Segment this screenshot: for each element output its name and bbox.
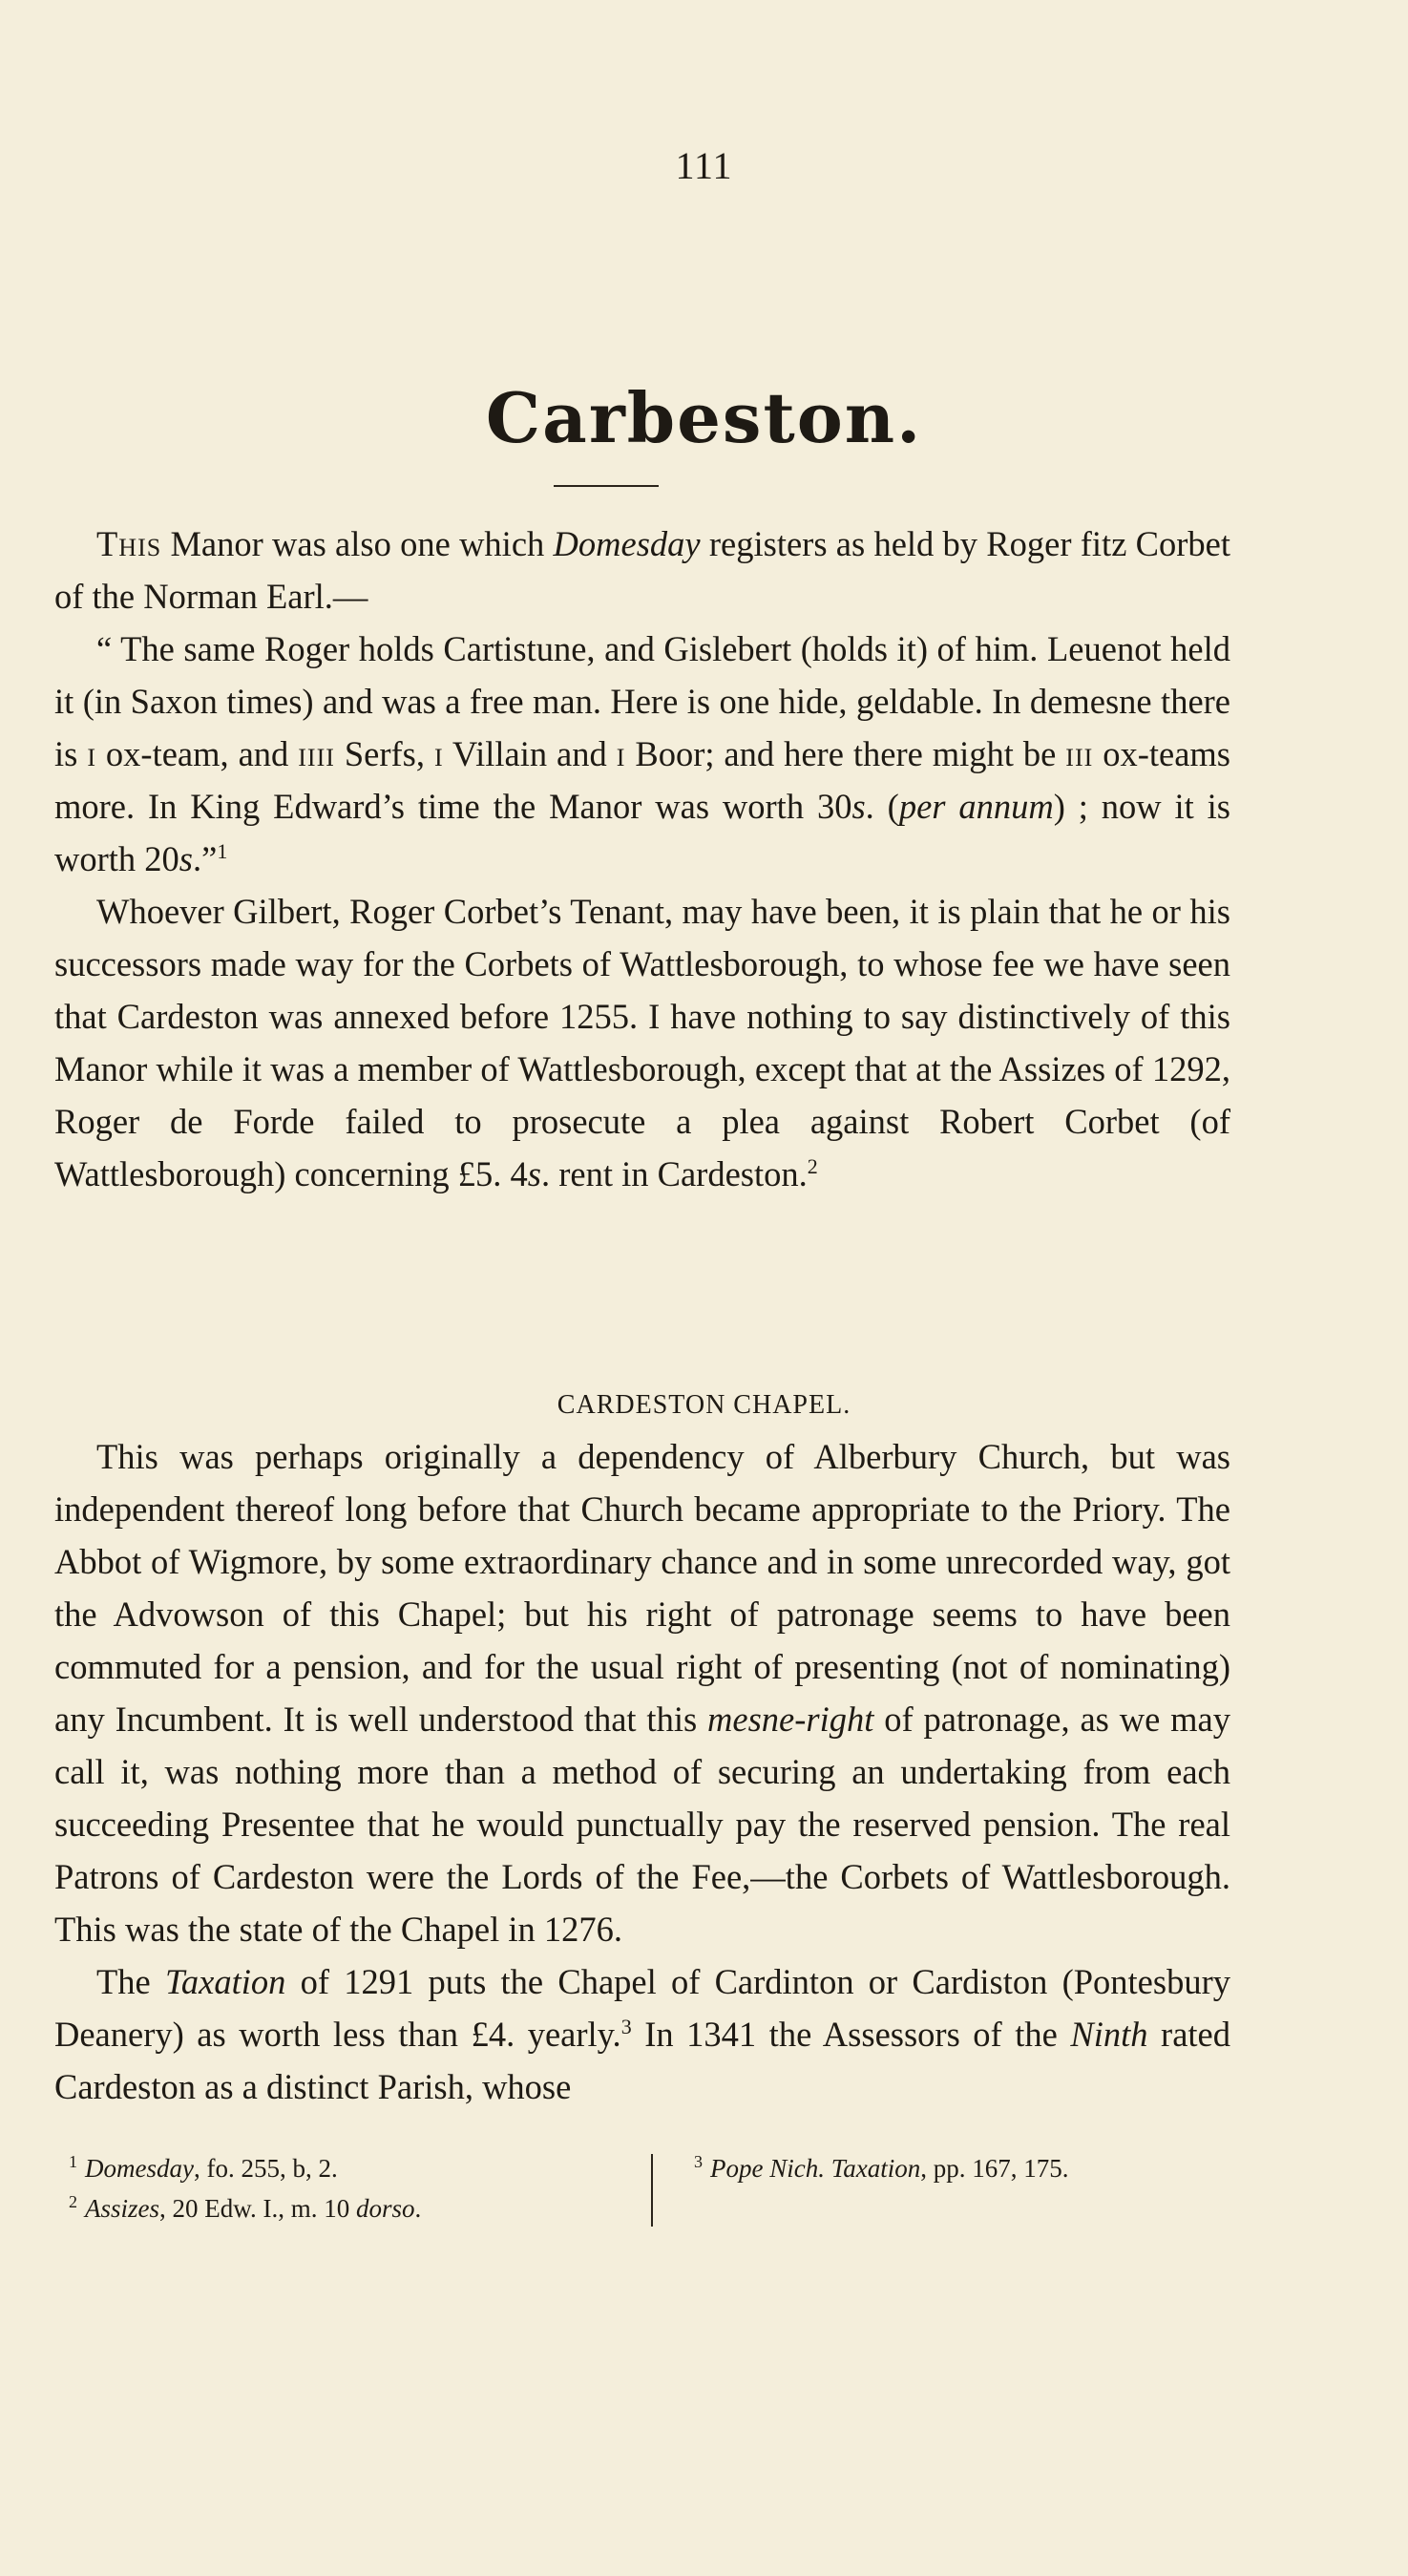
footnote-ref-1: 1 xyxy=(217,838,228,863)
footnote-2 xyxy=(69,2188,622,2228)
shillings-abbrev: s xyxy=(179,839,193,878)
chapter-title: Carbeston. xyxy=(485,377,923,458)
quote-text: ox-teams more. In King Edward’s time the Manor was worth 30 xyxy=(54,734,1231,826)
quote-text: ) ; now it is worth 20 xyxy=(54,787,1230,878)
title-rule xyxy=(554,485,659,487)
page-number: 111 xyxy=(675,144,733,187)
chapel-text: This was perhaps originally a dependency of Alberbury Church, but was independent thereof long before that Church became appropriate to the Priory. The Abbot of Wigmore, by some extraordinary chance and in some unrecorded way, got the Advowson of this Chapel; but his right of patronage seems to have been commuted for a pension, and for the usual right of presenting (not of nominating) any Incumbent. It is well understood that this xyxy=(54,1437,1230,1739)
footnote-3 xyxy=(694,2148,1229,2188)
footnote-ref-3: 3 xyxy=(620,2014,632,2038)
footnote-ref-2: 2 xyxy=(807,1153,818,1178)
taxation-text: of 1291 puts the Chapel of Cardinton or Cardiston (Pontesbury Deanery) as worth less than £4. yearly. xyxy=(54,1962,1230,2054)
numeral-iii: iii xyxy=(1065,734,1094,773)
footnotes-right-column xyxy=(694,2148,1229,2188)
paragraph-chapel-origin xyxy=(54,1430,1230,1955)
intro-text: Manor was also one which xyxy=(161,524,554,563)
shillings-abbrev: s xyxy=(851,787,866,826)
ninth-italic: Ninth xyxy=(1070,2015,1148,2054)
paragraph-taxation xyxy=(54,1955,1230,2113)
footnote-italic: Domesday xyxy=(85,2154,194,2183)
numeral-i: i xyxy=(433,734,444,773)
numeral-i: i xyxy=(616,734,626,773)
footnote-text: , 20 Edw. I., m. 10 xyxy=(159,2194,356,2223)
quote-text: ox-team, and xyxy=(95,734,299,773)
numeral-i: i xyxy=(87,734,96,773)
footnote-number: 3 xyxy=(694,2152,703,2171)
footnotes-left-column xyxy=(69,2148,622,2228)
intro-smallcaps: This xyxy=(96,524,162,563)
mesne-right-italic: mesne-right xyxy=(707,1700,874,1739)
gilbert-text: Whoever Gilbert, Roger Corbet’s Tenant, may have been, it is plain that he or his successors made way for the Corbets of Wattlesborough, to whose fee we have seen that Cardeston was annexed before 1255. I have nothing to say distinctively of this Manor while it was a member of Wattlesborough, except that at the Assizes of 1292, Roger de Forde failed to prosecute a plea against Robert Corbet (of Wattlesborough) concerning £5. 4 xyxy=(54,892,1230,1193)
manor-section xyxy=(54,517,1230,1200)
footnote-text: , fo. 255, b, 2. xyxy=(193,2154,338,2183)
footnote-divider xyxy=(651,2154,653,2227)
chapel-section xyxy=(54,1430,1230,2113)
quote-text: Boor; and here there might be xyxy=(625,734,1066,773)
footnote-text: , pp. 167, 175. xyxy=(920,2154,1069,2183)
gilbert-text-end: . rent in Cardeston. xyxy=(540,1154,808,1193)
footnote-1 xyxy=(69,2148,622,2188)
footnote-italic: dorso xyxy=(356,2194,415,2223)
quote-text: .” xyxy=(193,839,218,878)
footnote-text: . xyxy=(414,2194,422,2223)
taxation-text: In 1341 the Assessors of the xyxy=(631,2015,1071,2054)
chapel-text-end: of patronage, as we may call it, was nothing more than a method of securing an undertaking from each succeeding Presentee that he would punctually pay the reserved pension. The real Patrons of Cardeston were the Lords of the Fee,—the Corbets of Wattlesborough. This was the state of the Chapel in 1276. xyxy=(54,1700,1230,1949)
footnote-number: 1 xyxy=(69,2152,77,2171)
per-annum-italic: per annum xyxy=(898,787,1054,826)
footnote-italic: Pope Nich. Taxation xyxy=(710,2154,921,2183)
quote-text: “ The same Roger holds Cartistune, and Gislebert (holds it) of him. Leuenot held it (in Saxon times) and was a free man. Here is one hide, geldable. In demesne there is xyxy=(54,629,1230,773)
taxation-text: The xyxy=(96,1962,165,2001)
quote-text: Villain and xyxy=(443,734,617,773)
taxation-text-end: rated Cardeston as a distinct Parish, whose xyxy=(54,2015,1230,2106)
quote-text: . ( xyxy=(865,787,899,826)
footnote-number: 2 xyxy=(69,2192,77,2211)
section-heading: CARDESTON CHAPEL. xyxy=(557,1390,851,1420)
numeral-iiii: iiii xyxy=(298,734,335,773)
intro-italic: Domesday xyxy=(553,524,701,563)
footnote-italic: Assizes xyxy=(85,2194,160,2223)
quote-text: Serfs, xyxy=(334,734,434,773)
taxation-italic: Taxation xyxy=(164,1962,286,2001)
shillings-abbrev: s xyxy=(527,1154,541,1193)
paragraph-gilbert xyxy=(54,885,1230,1200)
intro-text-end: registers as held by Roger fitz Corbet of the Norman Earl.— xyxy=(54,524,1230,616)
paragraph-domesday-quote xyxy=(54,623,1230,885)
paragraph-intro xyxy=(54,517,1230,623)
